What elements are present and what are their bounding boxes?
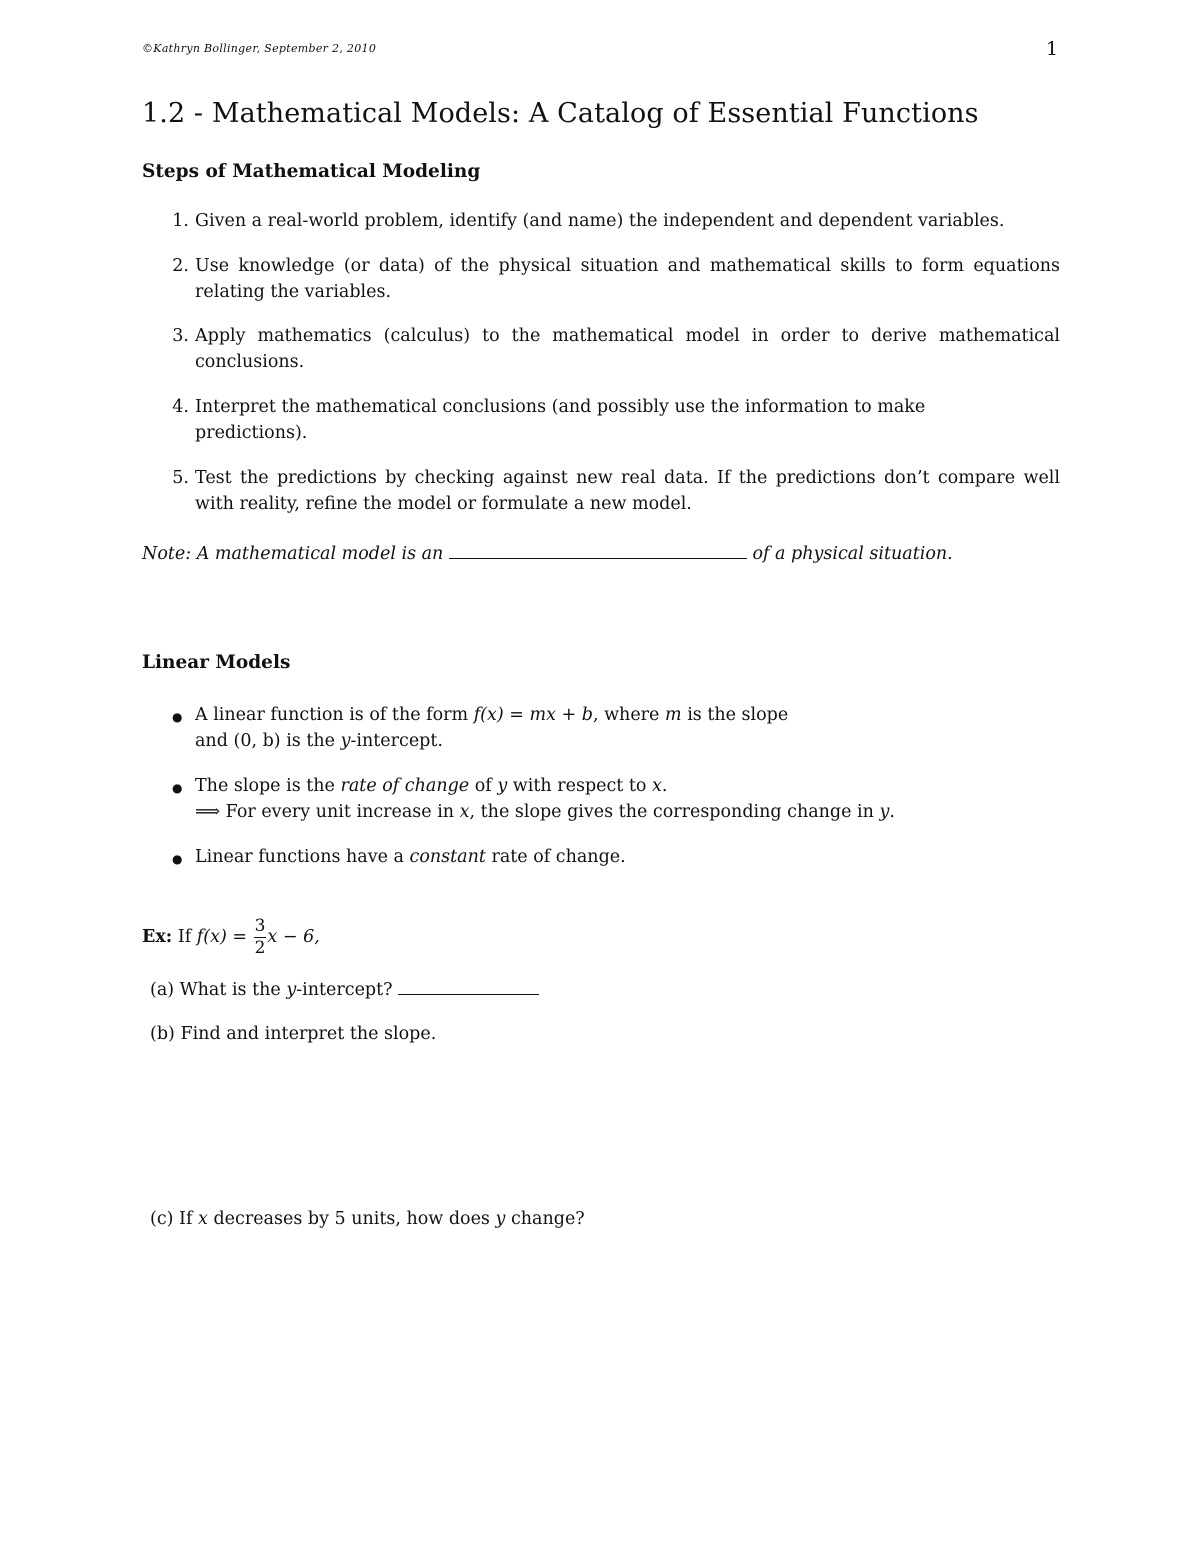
step-text-line: predictions). [195, 423, 308, 443]
bullet-text-slope: The slope is the rate of change of y with respect to x. ⟹ For every unit increase in x, the slope gives the corresponding change in y. [195, 776, 895, 822]
bullet-text-linear-function: A linear function is of the form f(x) = mx + b, where m is the slope and (0, b) is the y-intercept. [195, 705, 789, 751]
step-text: Given a real-world problem, identify (and name) the independent and dependent variables. [195, 211, 1005, 231]
step-text: Test the predictions by checking against new real data. If the predictions don’t compare well with reality, refine the model or formulate a new model. [195, 468, 1060, 514]
bullet-icon: ● [172, 710, 183, 724]
question-a: (a) What is the y-intercept? [150, 980, 539, 1000]
note-line [142, 544, 953, 564]
step-text [195, 394, 1060, 446]
example-statement: Ex: If f(x) = $\frac{3}{2}$ x − 6, [142, 916, 320, 958]
fraction: $\frac{3}{2}$ [254, 916, 266, 958]
note-text-after: of a physical situation. [752, 544, 953, 564]
fill-in-blank[interactable] [449, 557, 747, 559]
section-heading-steps: Steps of Mathematical Modeling [142, 161, 481, 182]
step-text-line: Interpret the mathematical conclusions (and possibly use the information to make [195, 397, 926, 417]
step-number: 5. [172, 468, 189, 488]
question-c: (c) If x decreases by 5 units, how does y change? [150, 1209, 585, 1229]
example-label: Ex: [142, 927, 173, 947]
page-number: 1 [1046, 38, 1059, 60]
step-text: Use knowledge (or data) of the physical situation and mathematical skills to form equations relating the variables. [195, 256, 1060, 302]
implies-arrow-icon: ⟹ [195, 802, 221, 822]
question-b: (b) Find and interpret the slope. [150, 1024, 437, 1044]
bullet-icon: ● [172, 852, 183, 866]
step-number: 2. [172, 256, 189, 276]
note-text-before: Note: A mathematical model is an [142, 544, 444, 564]
step-number: 3. [172, 326, 189, 346]
bullet-icon: ● [172, 781, 183, 795]
bullet-text-constant-rate: Linear functions have a constant rate of change. [195, 847, 626, 867]
step-number: 1. [172, 211, 189, 231]
answer-blank[interactable] [398, 993, 539, 995]
step-number: 4. [172, 397, 189, 417]
page-title: 1.2 - Mathematical Models: A Catalog of Essential Functions [142, 98, 979, 129]
step-text: Apply mathematics (calculus) to the mathematical model in order to derive mathematical conclusions. [195, 326, 1060, 372]
section-heading-linear: Linear Models [142, 652, 291, 673]
copyright-line: ©Kathryn Bollinger, September 2, 2010 [142, 42, 377, 55]
